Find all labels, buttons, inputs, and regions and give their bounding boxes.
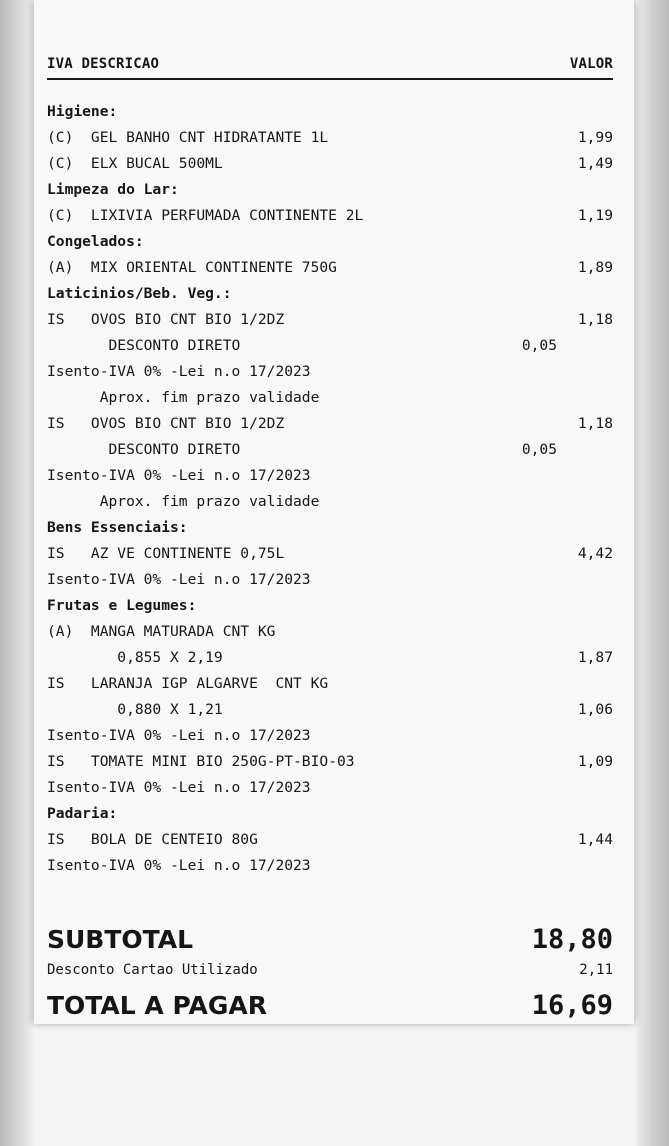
category-heading bbox=[47, 801, 613, 827]
line-text: 0,855 X 2,19 bbox=[47, 649, 223, 666]
receipt-line bbox=[47, 463, 613, 489]
receipt-line bbox=[47, 203, 613, 229]
category-label: Congelados: bbox=[47, 233, 144, 250]
receipt-line bbox=[47, 567, 613, 593]
category-heading bbox=[47, 281, 613, 307]
receipt-line bbox=[47, 541, 613, 567]
line-value: 1,18 bbox=[577, 415, 613, 432]
line-text: Isento-IVA 0% -Lei n.o 17/2023 bbox=[47, 571, 311, 588]
receipt-line bbox=[47, 125, 613, 151]
receipt-line bbox=[47, 723, 613, 749]
receipt-line bbox=[47, 359, 613, 385]
header-iva-descricao: IVA DESCRICAO bbox=[47, 56, 160, 72]
receipt-line bbox=[47, 749, 613, 775]
header-valor: VALOR bbox=[569, 56, 613, 72]
receipt-line bbox=[47, 619, 613, 645]
line-text: IS TOMATE MINI BIO 250G-PT-BIO-03 bbox=[47, 753, 355, 770]
line-value: 1,06 bbox=[577, 701, 613, 718]
line-text: IS OVOS BIO CNT BIO 1/2DZ bbox=[47, 311, 285, 328]
category-label: Higiene: bbox=[47, 103, 118, 120]
line-text: (C) LIXIVIA PERFUMADA CONTINENTE 2L bbox=[47, 207, 364, 224]
line-value: 1,89 bbox=[577, 259, 613, 276]
line-text: Isento-IVA 0% -Lei n.o 17/2023 bbox=[47, 727, 311, 744]
receipt-header bbox=[47, 56, 613, 78]
card-discount-label: Desconto Cartao Utilizado bbox=[47, 962, 258, 978]
line-text: IS AZ VE CONTINENTE 0,75L bbox=[47, 545, 285, 562]
category-heading bbox=[47, 177, 613, 203]
discount-value: 0,05 bbox=[521, 337, 557, 354]
line-text: IS OVOS BIO CNT BIO 1/2DZ bbox=[47, 415, 285, 432]
category-label: Limpeza do Lar: bbox=[47, 181, 179, 198]
receipt-line bbox=[47, 151, 613, 177]
receipt-line bbox=[47, 827, 613, 853]
category-heading bbox=[47, 99, 613, 125]
line-text: DESCONTO DIRETO bbox=[47, 441, 241, 458]
card-discount-row bbox=[47, 959, 613, 981]
receipt-line bbox=[47, 255, 613, 281]
receipt-line bbox=[47, 645, 613, 671]
receipt-line bbox=[47, 671, 613, 697]
header-divider bbox=[47, 78, 613, 80]
line-text: Isento-IVA 0% -Lei n.o 17/2023 bbox=[47, 779, 311, 796]
line-value: 1,44 bbox=[577, 831, 613, 848]
line-text: (C) GEL BANHO CNT HIDRATANTE 1L bbox=[47, 129, 329, 146]
total-label: TOTAL A PAGAR bbox=[47, 991, 267, 1020]
discount-value: 0,05 bbox=[521, 441, 557, 458]
subtotal-row bbox=[47, 922, 613, 958]
line-text: (A) MIX ORIENTAL CONTINENTE 750G bbox=[47, 259, 337, 276]
category-heading bbox=[47, 593, 613, 619]
receipt-line bbox=[47, 333, 613, 359]
subtotal-value: 18,80 bbox=[531, 924, 613, 955]
line-value: 1,09 bbox=[577, 753, 613, 770]
receipt-line bbox=[47, 853, 613, 879]
card-discount-value: 2,11 bbox=[579, 962, 613, 978]
line-text: Aprox. fim prazo validade bbox=[47, 389, 320, 406]
line-text: (A) MANGA MATURADA CNT KG bbox=[47, 623, 276, 640]
total-row bbox=[47, 986, 613, 1026]
line-text: DESCONTO DIRETO bbox=[47, 337, 241, 354]
line-value: 1,19 bbox=[577, 207, 613, 224]
line-value: 1,99 bbox=[577, 129, 613, 146]
receipt-line bbox=[47, 411, 613, 437]
line-text: Isento-IVA 0% -Lei n.o 17/2023 bbox=[47, 467, 311, 484]
category-label: Laticinios/Beb. Veg.: bbox=[47, 285, 232, 302]
line-text: IS BOLA DE CENTEIO 80G bbox=[47, 831, 258, 848]
receipt-line bbox=[47, 489, 613, 515]
receipt-line-list bbox=[47, 99, 613, 879]
receipt-line bbox=[47, 385, 613, 411]
subtotal-label: SUBTOTAL bbox=[47, 925, 194, 954]
receipt-line bbox=[47, 307, 613, 333]
receipt-line bbox=[47, 437, 613, 463]
line-text: IS LARANJA IGP ALGARVE CNT KG bbox=[47, 675, 329, 692]
line-text: 0,880 X 1,21 bbox=[47, 701, 223, 718]
category-label: Bens Essenciais: bbox=[47, 519, 188, 536]
line-text: Isento-IVA 0% -Lei n.o 17/2023 bbox=[47, 857, 311, 874]
category-heading bbox=[47, 229, 613, 255]
line-text: Isento-IVA 0% -Lei n.o 17/2023 bbox=[47, 363, 311, 380]
receipt-line bbox=[47, 775, 613, 801]
line-value: 1,18 bbox=[577, 311, 613, 328]
line-value: 1,87 bbox=[577, 649, 613, 666]
receipt-line bbox=[47, 697, 613, 723]
receipt-paper bbox=[34, 0, 634, 1024]
category-label: Padaria: bbox=[47, 805, 118, 822]
line-text: (C) ELX BUCAL 500ML bbox=[47, 155, 223, 172]
category-label: Frutas e Legumes: bbox=[47, 597, 197, 614]
line-text: Aprox. fim prazo validade bbox=[47, 493, 320, 510]
category-heading bbox=[47, 515, 613, 541]
line-value: 1,49 bbox=[577, 155, 613, 172]
line-value: 4,42 bbox=[577, 545, 613, 562]
total-value: 16,69 bbox=[531, 990, 613, 1021]
